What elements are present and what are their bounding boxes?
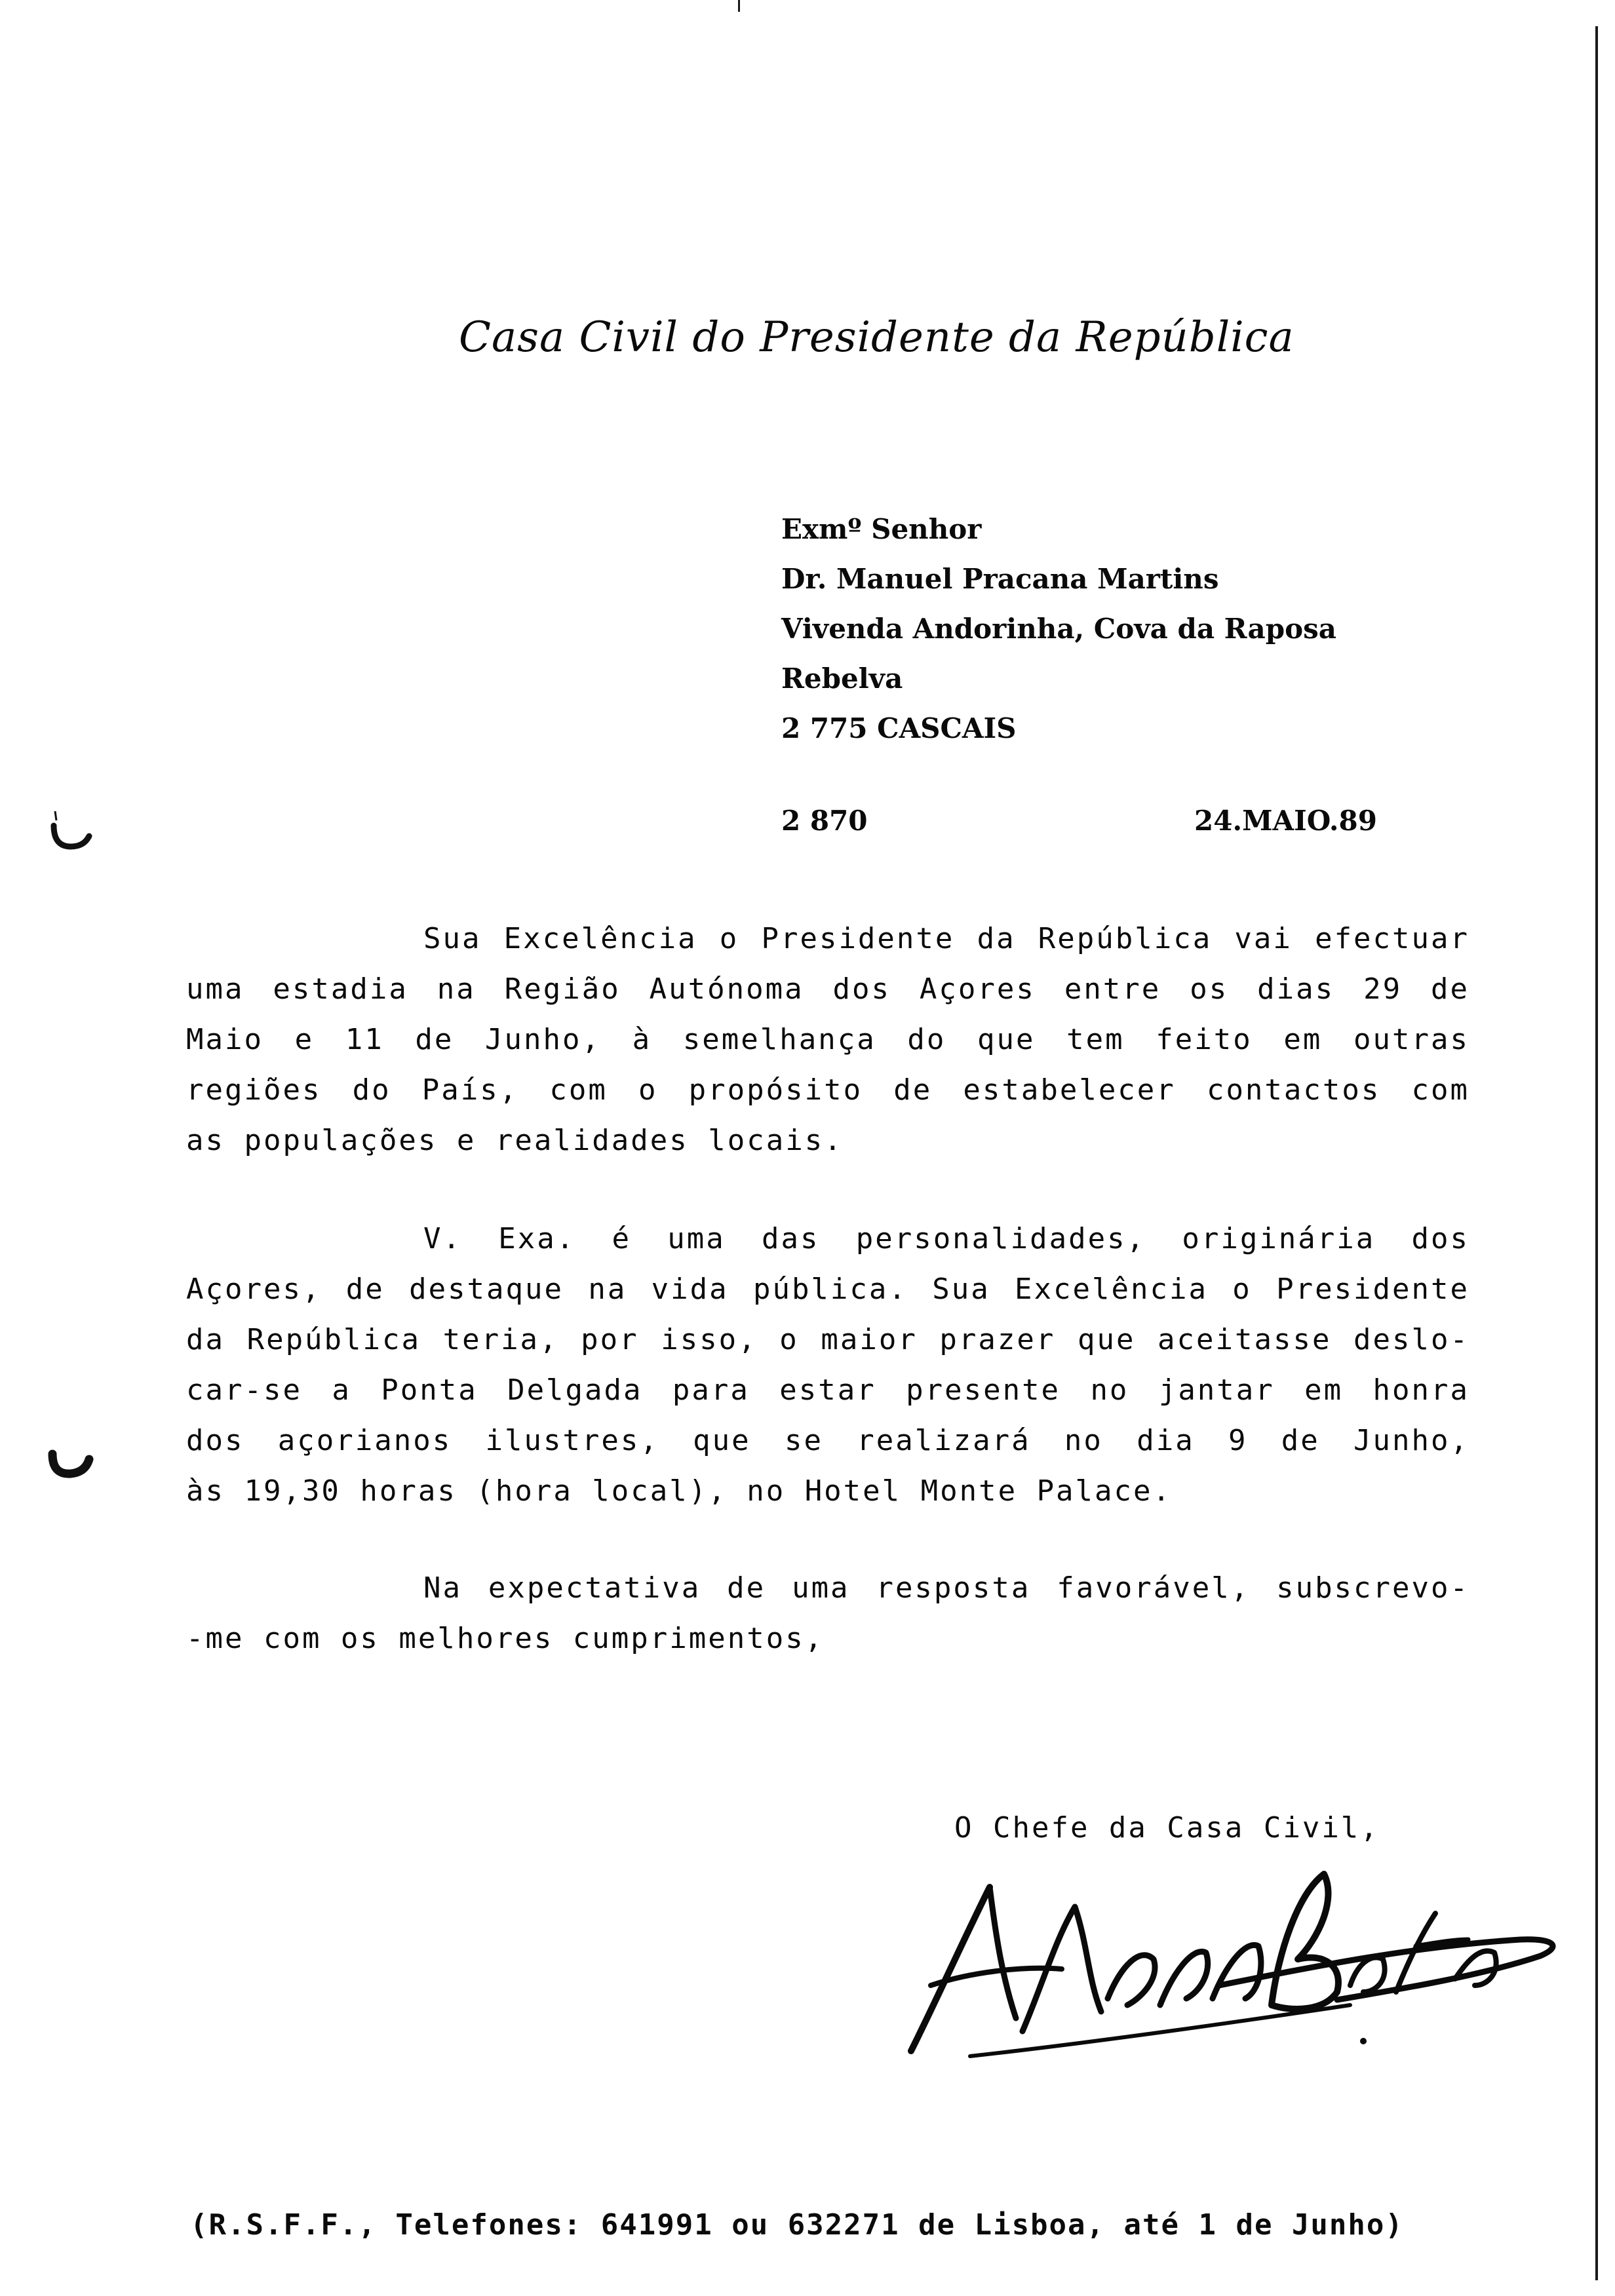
footer-note: (R.S.F.F., Telefones: 641991 ou 632271 de Lisboa, até 1 de Junho) — [190, 2208, 1404, 2242]
handwritten-signature — [891, 1848, 1573, 2064]
body-line: dos açorianos ilustres, que se realizará no dia 9 de Junho, — [186, 1424, 1469, 1457]
punch-hole-mark-bottom — [45, 1432, 97, 1484]
body-paragraph-1 — [186, 913, 1469, 1166]
body-line: às 19,30 horas (hora local), no Hotel Monte Palace. — [186, 1474, 1173, 1508]
reference-number: 2 870 — [781, 805, 868, 837]
recipient-locality: Rebelva — [781, 662, 903, 695]
punch-hole-mark-top — [45, 806, 97, 858]
body-paragraph-3 — [186, 1563, 1469, 1664]
recipient-name: Dr. Manuel Pracana Martins — [781, 563, 1219, 595]
body-paragraph-2 — [186, 1214, 1469, 1516]
letter-date: 24.MAIO.89 — [1194, 805, 1377, 837]
page-top-mark — [738, 0, 740, 12]
body-line: as populações e realidades locais. — [186, 1124, 844, 1157]
closing-title: O Chefe da Casa Civil, — [954, 1811, 1380, 1845]
body-line: Na expectativa de uma resposta favorável, subscrevo- — [423, 1571, 1469, 1605]
recipient-address — [781, 505, 1336, 754]
page-edge-line — [1595, 26, 1598, 2280]
letterhead-title: Casa Civil do Presidente da República — [459, 313, 1294, 362]
body-line: regiões do País, com o propósito de estabelecer contactos com — [186, 1073, 1469, 1107]
recipient-street: Vivenda Andorinha, Cova da Raposa — [781, 613, 1336, 645]
body-line: Maio e 11 de Junho, à semelhança do que tem feito em outras — [186, 1023, 1469, 1056]
body-line: -me com os melhores cumprimentos, — [186, 1622, 825, 1655]
body-line: Açores, de destaque na vida pública. Sua Excelência o Presidente — [186, 1272, 1469, 1306]
body-line: Sua Excelência o Presidente da República vai efectuar — [423, 922, 1469, 955]
recipient-salutation: Exmº Senhor — [781, 513, 982, 545]
body-line: car-se a Ponta Delgada para estar presente no jantar em honra — [186, 1373, 1469, 1407]
body-line: V. Exa. é uma das personalidades, originária dos — [423, 1222, 1469, 1255]
body-line: da República teria, por isso, o maior prazer que aceitasse deslo- — [186, 1323, 1469, 1356]
recipient-postcode-city: 2 775 CASCAIS — [781, 712, 1017, 744]
body-line: uma estadia na Região Autónoma dos Açores entre os dias 29 de — [186, 972, 1469, 1006]
